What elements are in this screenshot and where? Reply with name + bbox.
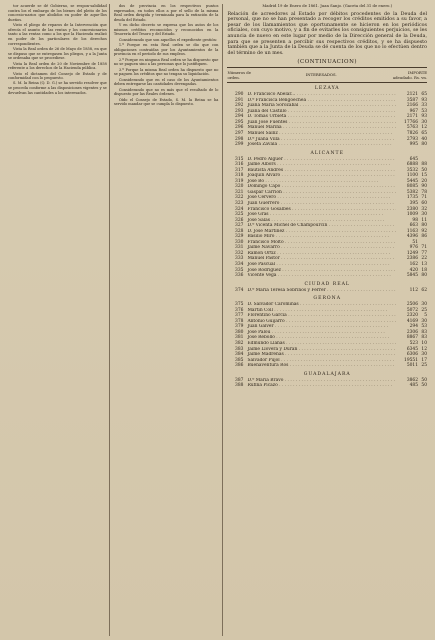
table-row	[227, 142, 427, 148]
row-amount: 1735	[406, 195, 418, 201]
row-number: 383	[235, 346, 244, 352]
row-name: D.ª Francisca Bengoechea . . .	[247, 98, 396, 104]
row-name: Salvador Pujol . . .	[247, 358, 396, 364]
row-number: 377	[235, 313, 244, 319]
row-amount: 2320	[406, 313, 418, 319]
row-name: Juan Galver . . .	[247, 324, 396, 330]
row-name: Basilio Miró . . .	[247, 234, 396, 240]
continuation-heading: (CONTINUACION)	[297, 59, 358, 66]
row-name: Jaime Navarro . . .	[247, 245, 396, 251]
paragraph: Considerando que no es más que el resultado de lo dispuesto por las Reales órdenes.	[113, 87, 219, 97]
row-number: 293	[235, 108, 244, 114]
row-name: José Palou . . .	[247, 330, 396, 336]
row-name: D. Tomás Urbieta . . .	[247, 114, 396, 120]
row-cents: 93	[421, 97, 427, 103]
divider	[227, 67, 427, 68]
row-cents: 15	[421, 173, 427, 179]
row-number: 294	[235, 114, 244, 120]
row-cents: 71	[421, 195, 427, 201]
row-name: D. Salvador Carominas . . .	[247, 302, 396, 308]
row-name: Francisco Moltó . . .	[247, 240, 396, 246]
row-amount: 976	[409, 245, 418, 251]
row-cents: 50	[421, 377, 427, 383]
row-name: Juan José Fuentes . . .	[247, 120, 396, 126]
row-name: Rufina Picazo . . .	[247, 383, 396, 389]
page-columns	[8, 4, 427, 636]
row-amount: 8867	[406, 335, 418, 341]
middle-column-text	[114, 4, 219, 107]
row-cents: 93	[421, 114, 427, 120]
row-cents: 12	[421, 125, 427, 131]
row-name: José Rodriguez . . .	[247, 268, 396, 274]
row-cents: 65	[421, 130, 427, 136]
row-name: D.ª Maria Teresa Sobrinos y Ferrer . . .	[247, 288, 396, 294]
row-cents: 18	[421, 267, 427, 273]
table-row	[227, 273, 427, 279]
row-amount: 5072	[406, 307, 418, 313]
row-cents: 71	[421, 245, 427, 251]
paragraph: 1.º Porque en esta Real orden se dio que con obligaciones contraídas por los Ayuntamientos de la provincia en el período de sus empleos.	[113, 43, 219, 57]
header-number: Números de orden.	[227, 70, 251, 80]
row-cents: 30	[421, 318, 427, 324]
row-cents: 92	[421, 228, 427, 234]
row-name: Francisco Gosalbes . . .	[247, 207, 396, 213]
left-column-text	[8, 4, 107, 95]
section-title: GUADALAJARA	[303, 371, 351, 377]
row-number: 335	[235, 267, 244, 273]
paragraph: Considerando que son aquellos el expediente gestión:	[118, 37, 218, 42]
row-cents: 83	[421, 329, 427, 335]
row-cents: 50	[421, 383, 427, 389]
row-name: Bautista Andrés . . .	[247, 168, 396, 174]
row-amount: 485	[409, 383, 418, 389]
row-number: 295	[235, 119, 244, 125]
row-amount: 19551	[404, 357, 418, 363]
row-cents: 90	[421, 184, 427, 190]
row-number: 296	[235, 125, 244, 131]
row-number: 324	[235, 206, 244, 212]
row-name: José Salas . . .	[247, 218, 396, 224]
row-amount: 645	[409, 156, 418, 162]
row-cents: 65	[421, 92, 427, 98]
row-cents: 11	[421, 217, 427, 223]
row-number: 327	[235, 223, 244, 229]
paragraph: Oído el Consejo de Estado, S. M. la Reina se ha servido mandar que se cumpla lo dispuesto.	[113, 97, 219, 107]
row-number: 318	[235, 173, 244, 179]
row-number: 387	[235, 377, 244, 383]
row-cents: 80	[421, 223, 427, 229]
row-name: Juan Guerrero . . .	[247, 201, 396, 207]
row-amount: 3532	[406, 167, 418, 173]
row-amount: 2306	[406, 329, 418, 335]
row-name: José Rebollo . . .	[247, 335, 396, 341]
row-amount: 4169	[406, 318, 418, 324]
row-amount: 995	[409, 142, 418, 148]
row-cents: 60	[421, 201, 427, 206]
paragraph: 2.º Porque en ninguna Real orden se ha dispuesto que no se paguen sino a las personas que lo justifiquen.	[113, 57, 219, 67]
section-title: LEZAYA	[314, 86, 340, 92]
row-cents: 80	[421, 273, 427, 279]
row-number: 291	[235, 97, 244, 103]
row-name: D. Pedro Alguer . . .	[247, 157, 396, 163]
row-number: 315	[235, 156, 244, 162]
row-amount: 294	[409, 324, 418, 330]
row-amount: 5011	[406, 363, 418, 369]
row-number: 290	[235, 92, 244, 98]
row-amount: 6306	[406, 352, 418, 358]
table-row	[227, 383, 427, 389]
row-cents: 53	[421, 324, 427, 330]
row-cents: 22	[421, 256, 427, 262]
row-amount: 5763	[406, 125, 418, 131]
row-amount: 162	[409, 262, 418, 268]
dateline: Madrid 19 de Enero de 1861. Juan Sanjo. (Gaceta del 31 de enero.)	[262, 4, 393, 8]
row-number: 322	[235, 195, 244, 201]
section-title: CIUDAD REAL	[304, 281, 350, 287]
row-amount: 5845	[406, 273, 418, 279]
header-amount: IMPORTE adeudado. Rs. vn.	[392, 70, 427, 80]
row-number: 333	[235, 256, 244, 262]
row-number: 378	[235, 318, 244, 324]
row-cents: 25	[421, 307, 427, 313]
row-cents: 78	[421, 189, 427, 195]
row-amount: 17766	[404, 119, 418, 125]
row-name: Manuel Sainz . . .	[247, 131, 396, 137]
row-amount: 1163	[406, 228, 418, 234]
section-title: GERONA	[313, 296, 342, 302]
row-name: Gaspar Carrión . . .	[247, 190, 396, 196]
row-number: 382	[235, 341, 244, 347]
row-amount: 112	[409, 287, 418, 293]
row-amount: 395	[409, 201, 418, 206]
row-amount: 4396	[406, 234, 418, 240]
row-amount: 663	[409, 223, 418, 229]
row-name: D.ª Maria Bravo . . .	[247, 378, 396, 384]
row-number: 317	[235, 167, 244, 173]
row-number: 298	[235, 136, 244, 142]
row-amount: 2121	[406, 92, 418, 98]
row-number: 384	[235, 352, 244, 358]
row-name: Juana del Castillo . . .	[247, 109, 396, 115]
row-number: 323	[235, 201, 244, 206]
row-amount: 51	[412, 239, 418, 245]
paragraph: Visto el pliego de reparos de la Intervención que ofrecía el asunto de las rentas y los concesionarios tanto a las rentas como a los que la Hacienda realizó en poder de los particulares de los derechos correspondientes.	[8, 23, 107, 46]
row-number: 299	[235, 142, 244, 148]
section-title: ALICANTE	[310, 150, 344, 156]
row-amount: 5382	[406, 189, 418, 195]
row-amount: 2380	[406, 206, 418, 212]
row-name: Ramon Ortiz . . .	[247, 251, 396, 257]
row-cents: 62	[421, 287, 427, 293]
row-name: Edmundo Llanas . . .	[247, 341, 396, 347]
row-cents: 10	[421, 341, 427, 347]
row-cents: 88	[421, 162, 427, 168]
paragraph: Visto el dictamen del Consejo de Estado y de conformidad con lo propuesto.	[8, 71, 107, 81]
row-cents: 30	[421, 119, 427, 125]
row-name: Jaime Llovera y Duran . . .	[247, 347, 396, 353]
row-number: 381	[235, 335, 244, 341]
row-cents: 20	[421, 178, 427, 184]
row-name: José Gras . . .	[247, 212, 396, 218]
row-name: Antonio Guijarro . . .	[247, 319, 396, 325]
relation-title: Relación de acreedores al Estado por débitos procedentes de la Deuda del personal, que no se han presentado a recoger los créditos emitidos a su favor, a pesar de los llamamientos que oportunamente se hicieron en los periódicos oficiales, con cuyo motivo, y a fin de evitarles los consiguientes perjuicios, se les anuncia de nuevo en este lugar por medio de la Dirección general de la Deuda, para que se presenten a percibir sus respectivos créditos, y se ha dispuesto también que a la Junta de la Deuda se dé cuenta de los que no lo efectúen dentro del término de un mes.	[227, 11, 427, 56]
paragraph: Vista la Real orden de 20 de Noviembre de 1858 referente a los derechos de la Hacienda pública.	[8, 61, 107, 71]
row-number: 292	[235, 103, 244, 109]
row-number: 334	[235, 262, 244, 268]
row-amount: 98	[412, 217, 418, 223]
row-number: 316	[235, 162, 244, 168]
row-cents: 86	[421, 234, 427, 240]
row-amount: 2793	[406, 136, 418, 142]
row-number: 380	[235, 329, 244, 335]
row-cents: 12	[421, 346, 427, 352]
row-number: 330	[235, 239, 244, 245]
row-amount: 1249	[406, 250, 418, 256]
row-amount: 1100	[406, 173, 418, 179]
paragraph: tor acuerde se dé Gobierno, se respon-sabilidad contra los el embargo de los bienes del pleito de los concesio-narios que abolidos en poder de aque-llos dueños.	[8, 4, 107, 22]
row-cents: 50	[421, 167, 427, 173]
row-amount: 2386	[406, 256, 418, 262]
row-cents: 77	[421, 250, 427, 256]
row-name: Manuel Marina . . .	[247, 125, 396, 131]
left-column	[8, 4, 109, 636]
row-amount: 967	[409, 108, 418, 114]
row-name: José Bó . . .	[247, 179, 396, 185]
table-header	[227, 69, 427, 83]
paragraph: Vista la Real orden de 26 de Mayo de 1858, en que se dispuso que se entregasen los pliegos, y a la Junta se ordenaba que se procediese.	[8, 46, 107, 61]
row-name: Vicente Vega . . .	[247, 273, 396, 279]
row-cents: 17	[421, 357, 427, 363]
row-number: 379	[235, 324, 244, 330]
row-number: 332	[235, 250, 244, 256]
row-number: 375	[235, 302, 244, 308]
row-cents: 83	[421, 335, 427, 341]
paragraph: Considerando que en el caso de los Ayuntamientos deben entregarse las cantidades devengadas.	[113, 77, 219, 87]
row-name: Joaquín Alvaro . . .	[247, 173, 396, 179]
row-name: José Pascual . . .	[247, 262, 396, 268]
paragraph: dos de provincia en los respectivos puntos expresados, en todos ellos a por el sello de la misma Real orden dirigida y terminada para la extinción de la deuda del Estado.	[113, 4, 219, 22]
row-number: 328	[235, 228, 244, 234]
row-amount: 5445	[406, 178, 418, 184]
row-number: 319	[235, 178, 244, 184]
row-cents: 53	[421, 108, 427, 114]
row-cents: 30	[421, 302, 427, 308]
row-amount: 8085	[406, 184, 418, 190]
row-number: 386	[235, 363, 244, 369]
row-cents: 30	[421, 352, 427, 358]
row-number: 329	[235, 234, 244, 240]
row-amount: 6345	[406, 346, 418, 352]
row-cents: 32	[421, 206, 427, 212]
row-amount: 2506	[406, 302, 418, 308]
row-cents: 25	[421, 363, 427, 369]
row-amount: 7826	[406, 130, 418, 136]
row-number: 376	[235, 307, 244, 313]
row-amount: 523	[409, 341, 418, 347]
row-name: Juana Maria Sorozabal . . .	[247, 103, 396, 109]
row-cents: 13	[421, 262, 427, 268]
row-amount: 1009	[406, 212, 418, 218]
paragraph: Y en dicho decreto se expresa que los autos de los mismos créditos reconocidos y reconocidos en la Tesorería del Tesoro y del Estado.	[113, 23, 219, 37]
row-amount: 3862	[406, 377, 418, 383]
table-row	[227, 363, 427, 369]
row-cents: 33	[421, 103, 427, 109]
row-number: 374	[235, 287, 244, 293]
row-name: Florentino García . . .	[247, 313, 396, 319]
row-number: 297	[235, 130, 244, 136]
row-name: Buenaventura Ros . . .	[247, 363, 396, 369]
header-name: INTERESADOS.	[305, 72, 337, 78]
row-number: 320	[235, 184, 244, 190]
row-amount: 2171	[406, 114, 418, 120]
middle-column	[109, 4, 223, 636]
row-number: 325	[235, 212, 244, 218]
row-name: Martin Coll . . .	[247, 308, 396, 314]
row-number: 326	[235, 217, 244, 223]
row-amount: 2166	[406, 103, 418, 109]
row-name: D.ª Juana Villa . . .	[247, 137, 396, 143]
right-column	[222, 4, 427, 636]
row-amount: 6888	[406, 162, 418, 168]
row-name: Manuel Pastor . . .	[247, 256, 396, 262]
row-name: D.ª Vicenta Michel de Champourcin . . .	[247, 223, 396, 229]
row-number: 321	[235, 189, 244, 195]
row-name: Jaime Madrenas . . .	[247, 352, 396, 358]
creditor-sections	[227, 86, 427, 389]
paragraph: 3.º Porque la misma Real orden ha dispuesto que no se paguen los créditos que no tengan su liquidación.	[113, 67, 219, 77]
row-number: 331	[235, 245, 244, 251]
row-cents: 5	[424, 313, 427, 319]
row-name: Josefa Zavala . . .	[247, 142, 396, 148]
row-number: 388	[235, 383, 244, 389]
row-name: D. Francisco Abelar... . . .	[247, 92, 396, 98]
paragraph: S. M. la Reina (Q. D. G.) se ha servido resolver que se proceda conforme a las disposiciones vigentes y se devuelvan las cantidades a los interesados.	[8, 81, 107, 95]
row-number: 336	[235, 273, 244, 279]
row-number: 385	[235, 357, 244, 363]
row-name: Jaime Albors . . .	[247, 162, 396, 168]
row-cents: 80	[421, 142, 427, 148]
row-name: Domingo Capó . . .	[247, 184, 396, 190]
row-cents: 30	[421, 212, 427, 218]
row-amount: 420	[409, 267, 418, 273]
row-amount: 3587	[406, 97, 418, 103]
table-row	[227, 288, 427, 294]
row-name: D. José Martinez . . .	[247, 229, 396, 235]
row-cents: 40	[421, 136, 427, 142]
row-name: José Cerveró . . .	[247, 195, 396, 201]
